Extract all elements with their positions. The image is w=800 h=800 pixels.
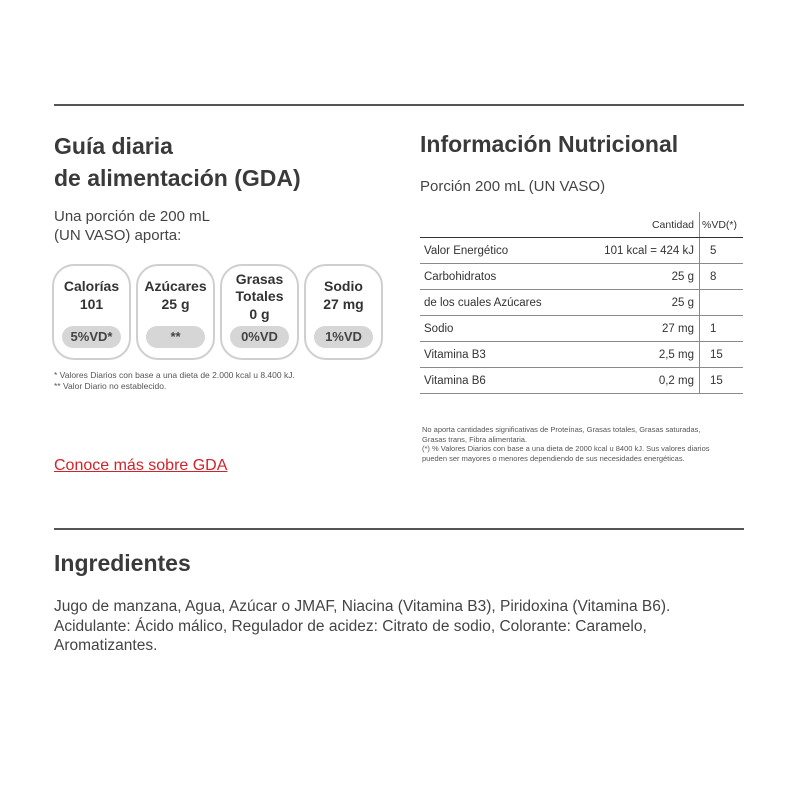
gda-footnotes: * Valores Diarios con base a una dieta de 2.000 kcal u 8.400 kJ. ** Valor Diario no establecido. (54, 370, 295, 391)
table-row: Sodio 27 mg 1 (420, 316, 743, 342)
middle-divider (54, 528, 744, 530)
gda-title: Guía diaria de alimentación (GDA) (54, 133, 301, 191)
gda-portion-text: Una porción de 200 mL (UN VASO) aporta: (54, 208, 210, 244)
badge-vd-pill: 5%VD* (62, 326, 121, 348)
ingredients-title: Ingredientes (54, 550, 191, 576)
nutrition-title: Información Nutricional (420, 131, 679, 157)
badge-vd-pill: 0%VD (230, 326, 289, 348)
header-amount: Cantidad (574, 212, 700, 238)
gda-badge-grasas: Grasas Totales 0 g 0%VD (220, 264, 299, 360)
gda-more-link[interactable]: Conoce más sobre GDA (54, 457, 228, 474)
top-divider (54, 104, 744, 106)
badge-vd-pill: ** (146, 326, 205, 348)
nutrition-portion: Porción 200 mL (UN VASO) (420, 178, 606, 195)
gda-badge-sodio: Sodio 27 mg 1%VD (304, 264, 383, 360)
gda-badge-calorias: Calorías 101 5%VD* (52, 264, 131, 360)
nutrition-footnotes: No aporta cantidades significativas de Proteínas, Grasas totales, Grasas saturadas, Grasas trans, Fibra alimentaria. (*) % Valores Diarios con base a una dieta de 2000 kcal u 8400 kJ. Sus valores diarios pueden ser mayores o menores dependiendo de sus necesidades energéticas. (422, 425, 710, 463)
badge-vd-pill: 1%VD (314, 326, 373, 348)
table-row: Valor Energético 101 kcal = 424 kJ 5 (420, 238, 743, 264)
table-row: Vitamina B3 2,5 mg 15 (420, 342, 743, 368)
table-header-row (420, 212, 743, 238)
header-vd: %VD(*) (700, 212, 744, 238)
table-row: Vitamina B6 0,2 mg 15 (420, 368, 743, 394)
table-row: de los cuales Azúcares 25 g (420, 290, 743, 316)
table-row: Carbohidratos 25 g 8 (420, 264, 743, 290)
nutrition-table (420, 212, 743, 394)
gda-badge-azucares: Azúcares 25 g ** (136, 264, 215, 360)
ingredients-text: Jugo de manzana, Agua, Azúcar o JMAF, Niacina (Vitamina B3), Piridoxina (Vitamina B6). Acidulante: Ácido málico, Regulador de acidez: Citrato de sodio, Colorante: Caramelo, Aromatizantes. (54, 598, 671, 654)
